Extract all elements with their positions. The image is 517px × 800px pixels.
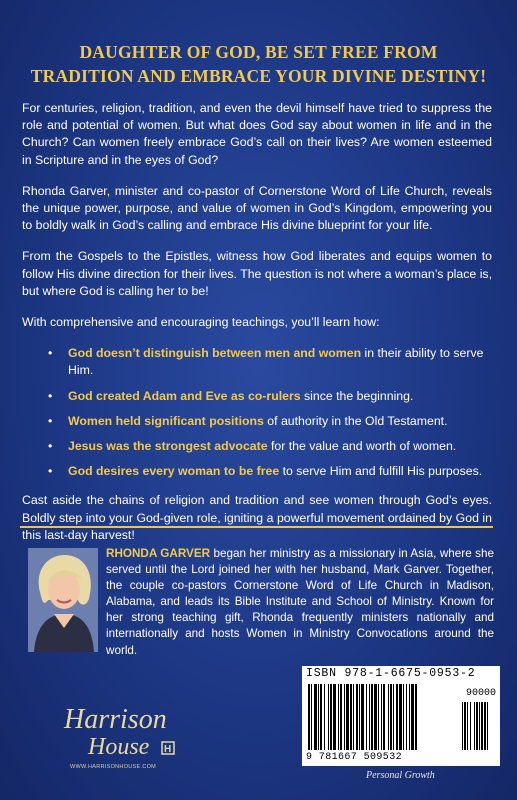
barcode-bar	[415, 684, 417, 750]
barcode-bar	[361, 684, 364, 750]
barcode-bars	[302, 666, 500, 766]
barcode-number: 9 781667 509532	[306, 752, 403, 763]
list-item	[48, 463, 492, 480]
barcode-bar	[338, 684, 339, 750]
barcode-bar	[333, 684, 336, 750]
headline-line-2: TRADITION AND EMBRACE YOUR DIVINE DESTINY!	[30, 66, 487, 86]
price-barcode-bar	[479, 702, 480, 750]
barcode-bar	[320, 684, 322, 750]
barcode-bar	[356, 684, 358, 750]
barcode-bar	[383, 684, 385, 750]
category-label: Personal Growth	[366, 770, 435, 781]
price-barcode-bar	[487, 702, 488, 750]
price-code: 90000	[466, 688, 497, 699]
barcode-bar	[371, 684, 373, 750]
barcode-bar	[393, 684, 394, 750]
author-photo	[28, 548, 98, 652]
list-item-text: for the value and worth of women.	[267, 439, 457, 454]
list-item-text: in their ability to serve Him.	[68, 346, 484, 378]
price-barcode-bar	[484, 702, 486, 750]
list-item-bold: God desires every woman to be free	[68, 464, 280, 479]
author-intro-paragraph: Rhonda Garver, minister and co-pastor of Cornerstone Word of Life Church, reveals the unique power, purpose, and value of women in God’s Kingdom, empowering you to boldly walk in God’s calling and embrace His divine blueprint for your life.	[22, 183, 492, 233]
barcode-bar	[366, 684, 367, 750]
barcode-bar	[340, 684, 342, 750]
svg-text:Harrison: Harrison	[64, 704, 167, 735]
barcode-bar	[324, 684, 325, 750]
barcode-bar	[381, 684, 382, 750]
list-item	[48, 388, 492, 405]
learn-how-paragraph: With comprehensive and encouraging teachings, you’ll learn how:	[22, 315, 380, 330]
isbn-barcode	[302, 666, 500, 766]
barcode-bar	[346, 684, 349, 750]
price-barcode-bar	[467, 702, 468, 750]
barcode-bar	[396, 684, 398, 750]
barcode-bar	[411, 684, 414, 750]
price-barcode-bar	[481, 702, 483, 750]
list-item-text: of authority in the Old Testament.	[263, 413, 448, 428]
price-barcode-bar	[462, 702, 463, 750]
barcode-bar	[374, 684, 377, 750]
barcode-bar	[311, 684, 312, 750]
list-item-text: to serve Him and fulfill His purposes.	[279, 464, 483, 479]
teaching-list	[22, 345, 492, 480]
list-item-text: since the beginning.	[300, 388, 414, 403]
back-cover-copy	[22, 100, 492, 558]
intro-paragraph: For centuries, religion, tradition, and even the devil himself have tried to suppress the role and potential of women. But what does God say about women in life and in the Church? Can women freely embrace God’s call on their lives? Are women esteemed in Scripture and in the eyes of God?	[22, 101, 492, 167]
barcode-bar	[403, 684, 404, 750]
barcode-bar	[378, 684, 379, 750]
barcode-bar	[328, 684, 329, 750]
list-item-bold: God created Adam and Eve as co-rulers	[68, 388, 301, 403]
author-name: RHONDA GARVER	[106, 547, 211, 560]
price-barcode-bar	[476, 702, 478, 750]
gospels-paragraph: From the Gospels to the Epistles, witness how God liberates and equips women to follow His divine direction for their lives. The question is not where a woman’s place is, but where God is calling her to be!	[22, 249, 492, 298]
barcode-bar	[314, 684, 317, 750]
barcode-bar	[409, 684, 410, 750]
barcode-bar	[388, 684, 389, 750]
list-item-bold: God doesn’t distinguish between men and women	[68, 346, 362, 361]
list-item	[48, 345, 492, 379]
list-item	[48, 438, 492, 455]
price-barcode-bar	[464, 702, 466, 750]
barcode-bar	[353, 684, 354, 750]
svg-text:H: H	[164, 744, 172, 755]
isbn-text: ISBN 978-1-6675-0953-2	[306, 667, 476, 680]
harrison-house-logo-mark	[58, 698, 208, 768]
list-item	[48, 413, 492, 430]
barcode-bar	[399, 684, 402, 750]
barcode-bar	[369, 684, 370, 750]
list-item-bold: Jesus was the strongest advocate	[68, 439, 268, 454]
barcode-bar	[390, 684, 392, 750]
barcode-bar	[350, 684, 352, 750]
headline	[20, 40, 497, 88]
author-bio	[106, 546, 494, 659]
list-item-bold: Women held significant positions	[68, 413, 264, 428]
author-bio-text: began her ministry as a missionary in Asia, where she served until the Lord joined her with her husband, Mark Garver. Together, the couple co-pastors Cornerstone Word of Life Church in Madison, Alabama, and leads its Bible Institute and School of Ministry. Known for her strong teaching gift, Rhonda frequently ministers nationally and internationally and hosts Women in Ministry Convocations around the world.	[106, 547, 494, 657]
barcode-bar	[406, 684, 407, 750]
price-barcode-bar	[470, 702, 471, 750]
barcode-bar	[344, 684, 345, 750]
publisher-url: WWW.HARRISONHOUSE.COM	[70, 764, 157, 770]
barcode-bar	[330, 684, 332, 750]
svg-text:House: House	[88, 734, 150, 760]
closing-paragraph: Cast aside the chains of religion and tradition and see women through God’s eyes. Boldly step into your God-given role, igniting a powerful movement ordained by God in this last-day harvest!	[22, 493, 492, 542]
barcode-bar	[308, 684, 310, 750]
publisher-logo	[58, 698, 208, 768]
author-portrait-illustration	[28, 548, 98, 652]
price-barcode-bar	[474, 702, 475, 750]
headline-line-1: DAUGHTER OF GOD, BE SET FREE FROM	[79, 42, 438, 62]
barcode-bar	[318, 684, 319, 750]
barcode-bar	[359, 684, 360, 750]
gold-divider	[20, 526, 493, 528]
